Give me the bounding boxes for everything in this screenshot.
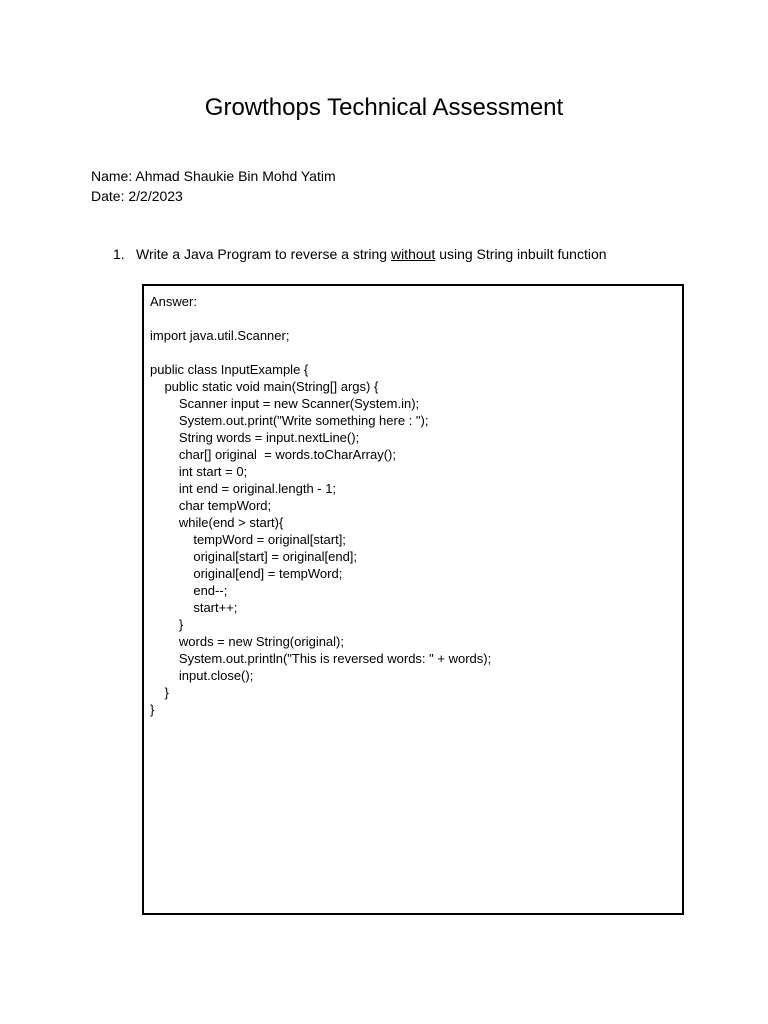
code-line: Scanner input = new Scanner(System.in); (150, 396, 420, 411)
answer-box (142, 284, 684, 915)
date-line: Date: 2/2/2023 (91, 188, 183, 204)
code-line (150, 344, 491, 361)
code-line: System.out.println("This is reversed words: " + words); (150, 651, 492, 666)
code-line: } (150, 702, 155, 717)
code-line: System.out.print("Write something here : "); (150, 413, 429, 428)
author-info (91, 166, 336, 206)
code-line: char[] original = words.toCharArray(); (150, 447, 396, 462)
answer-label: Answer: (150, 294, 197, 309)
blank-line (150, 310, 491, 327)
code-line: original[start] = original[end]; (150, 549, 358, 564)
code-line: end--; (150, 583, 228, 598)
code-line: input.close(); (150, 668, 254, 683)
code-line: import java.util.Scanner; (150, 328, 290, 343)
code-line: } (150, 617, 184, 632)
question-text-before: Write a Java Program to reverse a string (136, 246, 391, 262)
code-line: String words = input.nextLine(); (150, 430, 360, 445)
code-block (150, 327, 491, 718)
code-line: public class InputExample { (150, 362, 309, 377)
question-number: 1. (113, 246, 125, 262)
code-line: int start = 0; (150, 464, 248, 479)
code-line: while(end > start){ (150, 515, 284, 530)
question-1 (113, 244, 607, 264)
code-line: start++; (150, 600, 238, 615)
code-line: int end = original.length - 1; (150, 481, 337, 496)
code-line: tempWord = original[start]; (150, 532, 346, 547)
question-text-after: using String inbuilt function (435, 246, 607, 262)
code-line: } (150, 685, 169, 700)
code-line: words = new String(original); (150, 634, 344, 649)
question-emphasis: without (390, 246, 436, 262)
name-line: Name: Ahmad Shaukie Bin Mohd Yatim (91, 168, 336, 184)
page-title: Growthops Technical Assessment (204, 94, 564, 121)
code-line: public static void main(String[] args) { (150, 379, 379, 394)
code-line: original[end] = tempWord; (150, 566, 343, 581)
answer-content (150, 293, 491, 718)
code-line: char tempWord; (150, 498, 272, 513)
